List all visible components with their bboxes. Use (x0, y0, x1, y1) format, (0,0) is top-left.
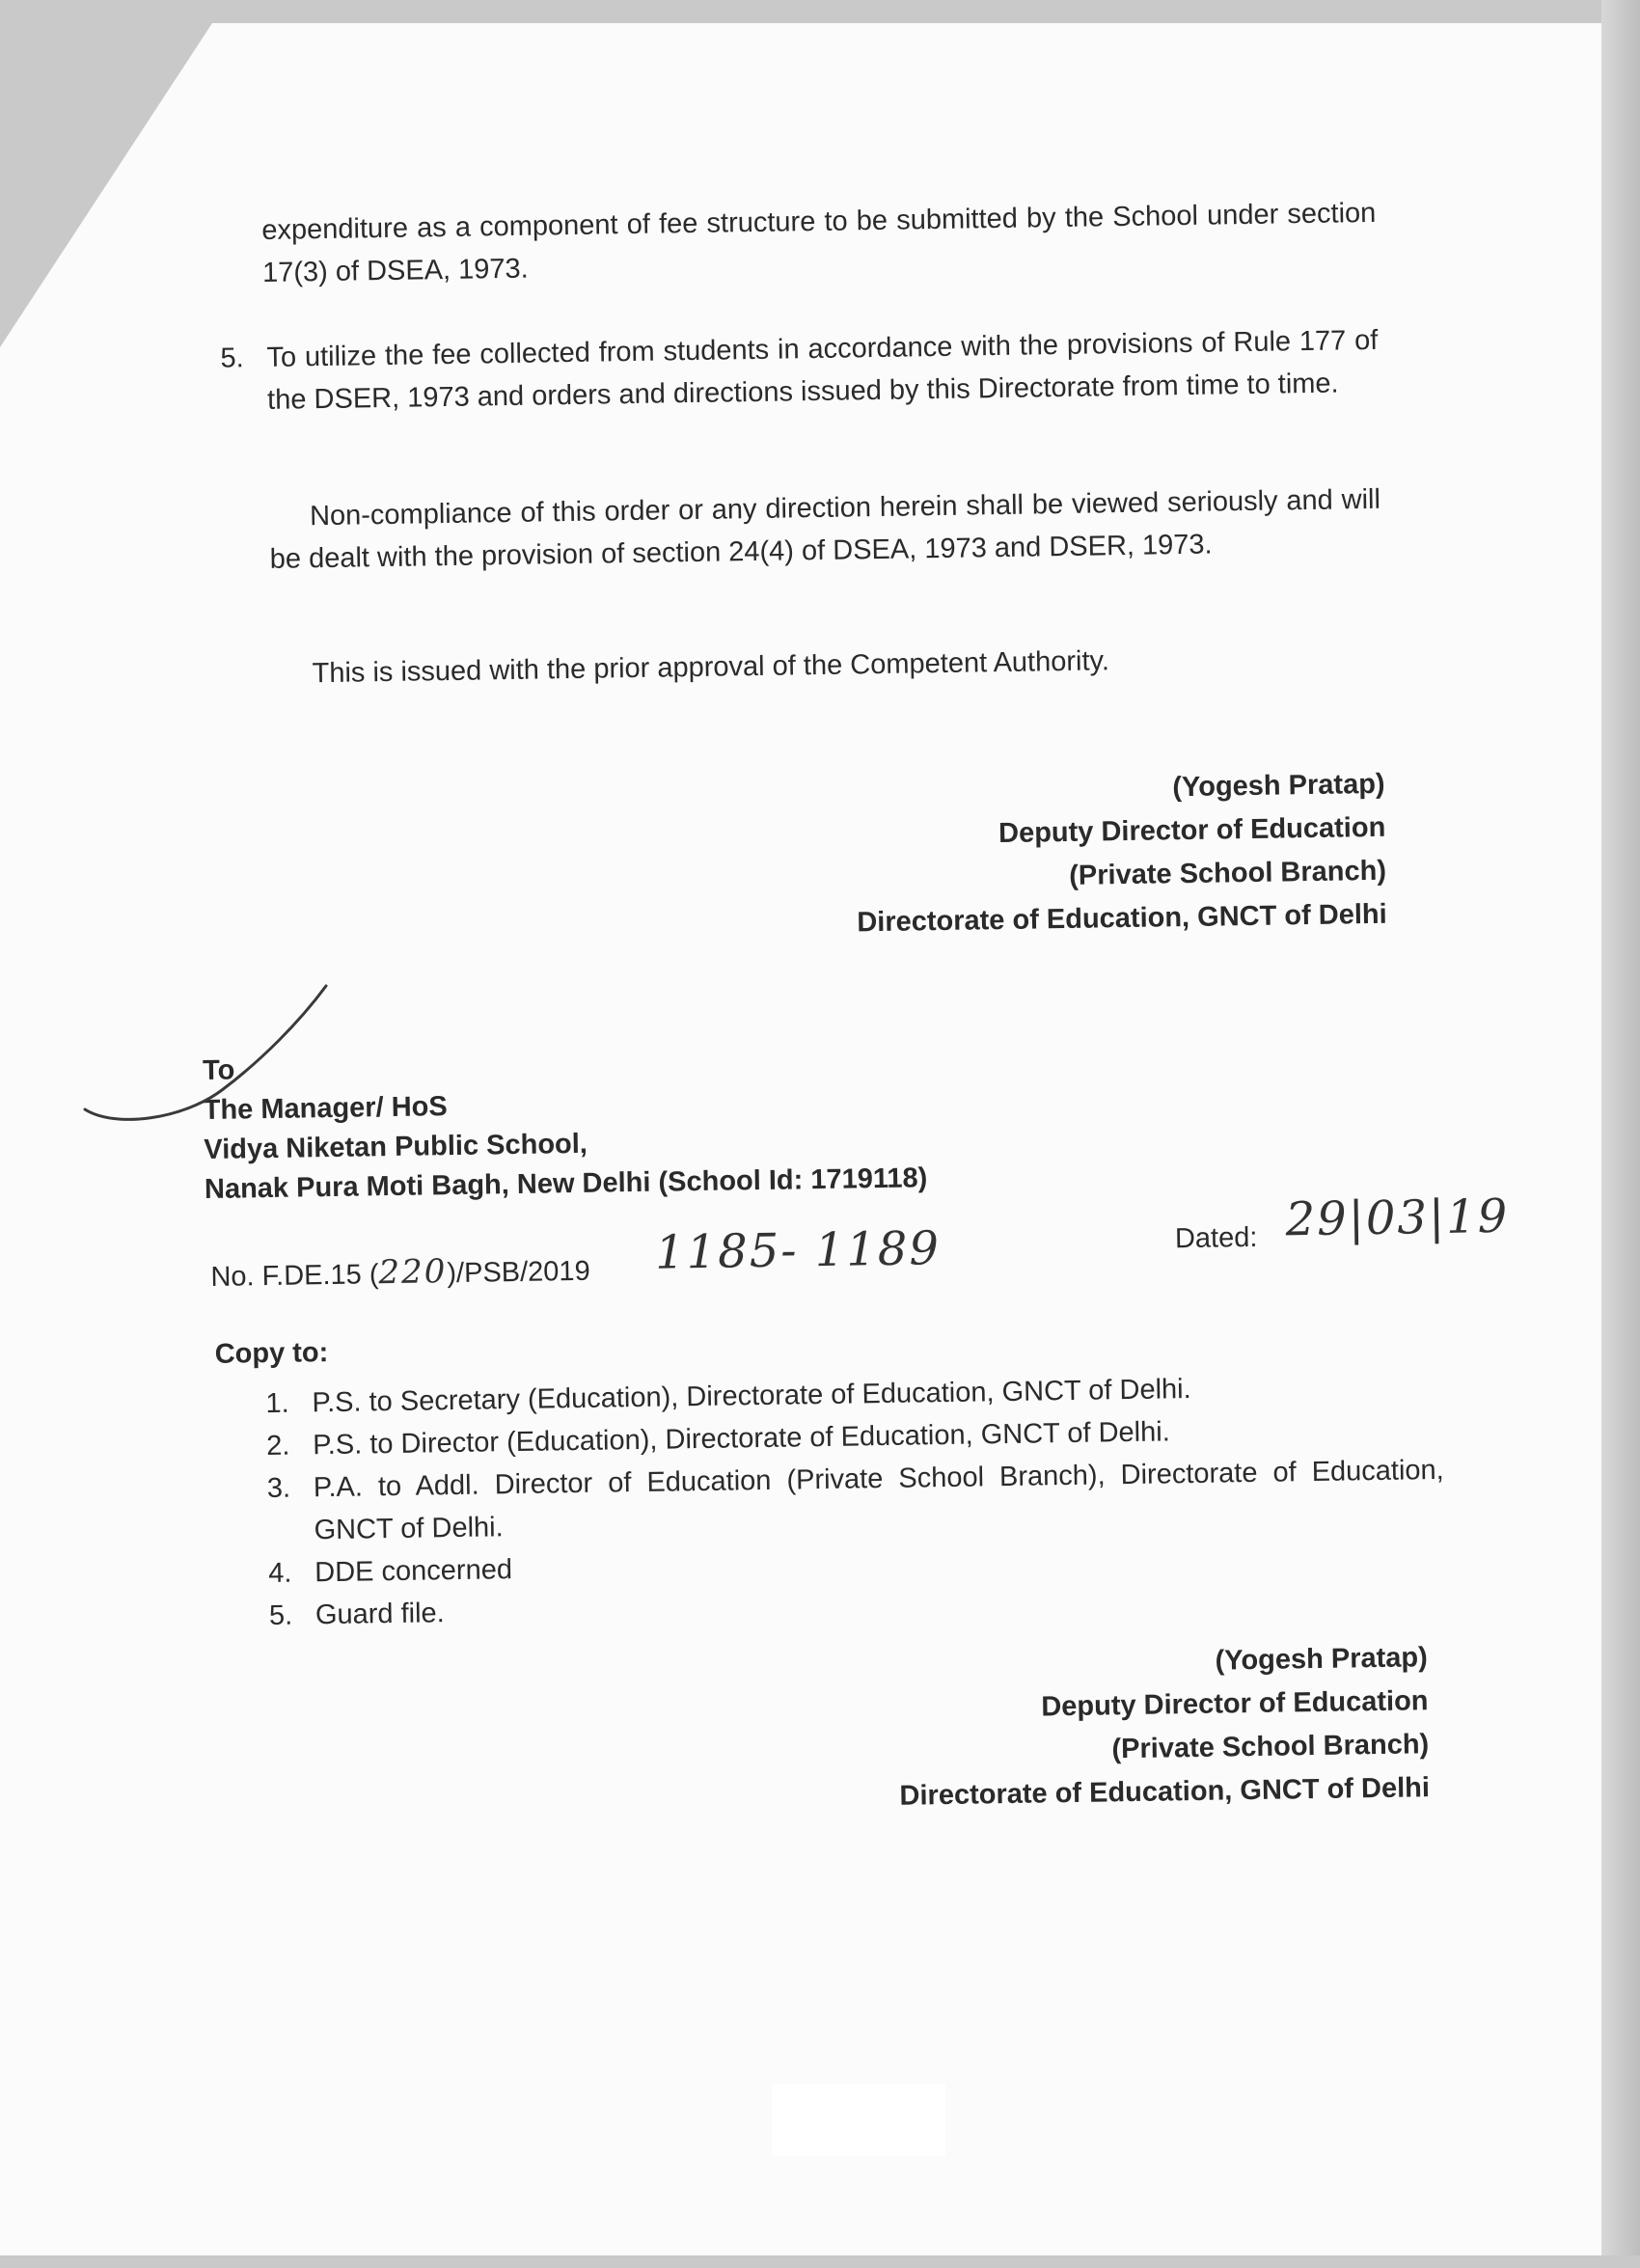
list-item: 3. P.A. to Addl. Director of Education (Private School Branch), Directorate of Education, GNCT of Delhi. (266, 1454, 1444, 1546)
handwritten-tick-mark (77, 974, 347, 1138)
signatory-designation: Deputy Director of Education (1041, 1685, 1429, 1723)
list-item: 2. P.S. to Director (Education), Directorate of Education, GNCT of Delhi. (265, 1416, 1170, 1462)
recipient-address (203, 1035, 1266, 1210)
list-item: 4. DDE concerned (268, 1554, 513, 1590)
approval-statement: This is issued with the prior approval of the Competent Authority. (312, 645, 1110, 690)
signatory-name: (Yogesh Pratap) (1215, 1642, 1429, 1677)
handwritten-file-number: 220 (378, 1252, 448, 1293)
signatory-designation: Deputy Director of Education (998, 811, 1386, 850)
handwritten-dispatch-range: 1185- 1189 (654, 1221, 942, 1280)
handwritten-date: 29|03|19 (1285, 1189, 1510, 1247)
reference-prefix: No. F.DE.15 ( (210, 1259, 379, 1293)
list-item: 1. P.S. to Secretary (Education), Directorate of Education, GNCT of Delhi. (265, 1374, 1191, 1420)
reference-suffix: )/PSB/2019 (447, 1255, 590, 1290)
signatory-organization: Directorate of Education, GNCT of Delhi (899, 1772, 1431, 1812)
signatory-branch: (Private School Branch) (1069, 855, 1387, 891)
signatory-branch: (Private School Branch) (1111, 1729, 1430, 1765)
non-compliance-paragraph: Non-compliance of this order or any direction herein shall be viewed seriously and will be dealt with the provision of section 24(4) of DSEA, 1973 and DSER, 1973. (269, 483, 1381, 575)
copy-to-list (265, 1364, 1446, 1637)
redacted-area (772, 2084, 945, 2156)
item-5-text: To utilize the fee collected from students in accordance with the provisions of Rule 177 of the DSER, 1973 and orders and directions issued by this Directorate from time to time. (266, 324, 1379, 416)
paragraph-continuation: expenditure as a component of fee structure to be submitted by the School under section 17(3) of DSEA, 1973. (261, 197, 1377, 288)
copy-to-heading: Copy to: (214, 1337, 329, 1370)
recipient-line-1: The Manager/ HoS (203, 1091, 448, 1127)
recipient-to: To (202, 1054, 235, 1087)
recipient-line-3: Nanak Pura Moti Bagh, New Delhi (School Id: 1719118) (204, 1162, 928, 1206)
recipient-line-2: Vidya Niketan Public School, (204, 1128, 588, 1166)
signature-block-1 (670, 763, 1387, 948)
list-item: 5. Guard file. (268, 1598, 445, 1632)
signatory-name: (Yogesh Pratap) (1172, 768, 1385, 804)
signatory-organization: Directorate of Education, GNCT of Delhi (857, 898, 1387, 939)
item-5-number: 5. (220, 342, 244, 374)
signature-block-2 (714, 1636, 1431, 1821)
dated-label: Dated: (1174, 1221, 1258, 1255)
